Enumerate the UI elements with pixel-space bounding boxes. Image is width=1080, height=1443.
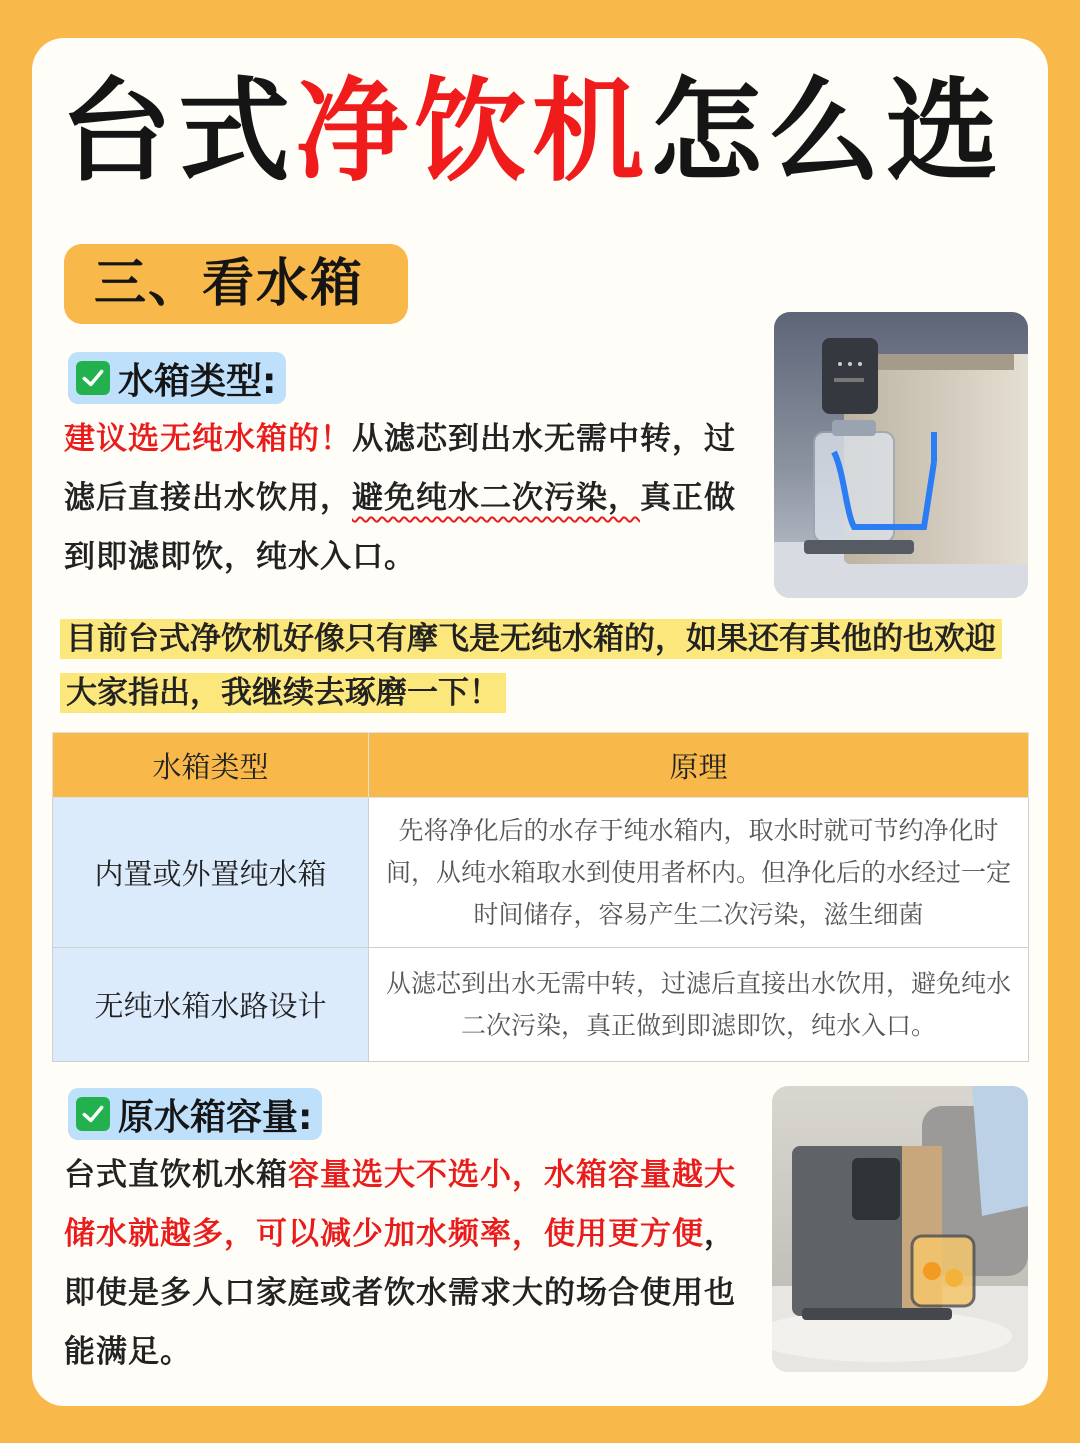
table-cell-type: 无纯水箱水路设计	[53, 948, 369, 1062]
title-part-2: 净饮机	[296, 67, 650, 197]
check-icon	[76, 1097, 110, 1131]
tank-type-table	[52, 732, 1029, 1062]
table-cell-type: 内置或外置纯水箱	[53, 798, 369, 948]
capacity-paragraph	[64, 1146, 744, 1382]
capacity-text-1: 台式直饮机水箱	[64, 1157, 288, 1193]
capacity-recommendation: 容量选大不选小，水箱容量越大储水就越多，可以减少加水频率，使用更方便	[64, 1157, 736, 1252]
table-header-row	[53, 733, 1029, 798]
title-part-1: 台式	[60, 67, 296, 197]
table-header-type: 水箱类型	[53, 733, 369, 798]
table-cell-desc: 先将净化后的水存于纯水箱内，取水时就可节约净化时间，从纯水箱取水到使用者杯内。但净化后的水经过一定时间储存，容易产生二次污染，滋生细菌	[369, 798, 1029, 948]
product-photo-living-room	[772, 1086, 1028, 1372]
tank-type-wavy-text: 避免纯水二次污染，	[352, 480, 640, 516]
check-icon	[76, 361, 110, 395]
product-photo-water-path	[774, 312, 1028, 598]
highlight-note-text: 目前台式净饮机好像只有摩飞是无纯水箱的，如果还有其他的也欢迎大家指出，我继续去琢磨一下！	[60, 619, 1002, 713]
tank-type-recommendation: 建议选无纯水箱的！	[64, 421, 352, 457]
tank-type-text-1: 从滤芯到出水无需中转，过滤后直接出水饮用，	[64, 421, 736, 516]
capacity-heading	[68, 1088, 322, 1140]
capacity-heading-label: 原水箱容量:	[118, 1096, 313, 1138]
tank-type-heading-label: 水箱类型:	[118, 360, 277, 402]
section-label: 三、看水箱	[64, 244, 408, 324]
table-row	[53, 948, 1029, 1062]
tank-type-paragraph	[64, 410, 744, 587]
page-title	[60, 62, 1004, 202]
highlight-note	[60, 612, 1020, 720]
title-part-3: 怎么选	[650, 67, 1004, 197]
table-header-principle: 原理	[369, 733, 1029, 798]
tank-type-heading	[68, 352, 286, 404]
capacity-text-2: ，即使是多人口家庭或者饮水需求大的场合使用也能满足。	[64, 1216, 736, 1370]
table-cell-desc: 从滤芯到出水无需中转，过滤后直接出水饮用，避免纯水二次污染，真正做到即滤即饮，纯水入口。	[369, 948, 1029, 1062]
table-row	[53, 798, 1029, 948]
tank-type-text-2: 真正做到即滤即饮，纯水入口。	[64, 480, 736, 575]
